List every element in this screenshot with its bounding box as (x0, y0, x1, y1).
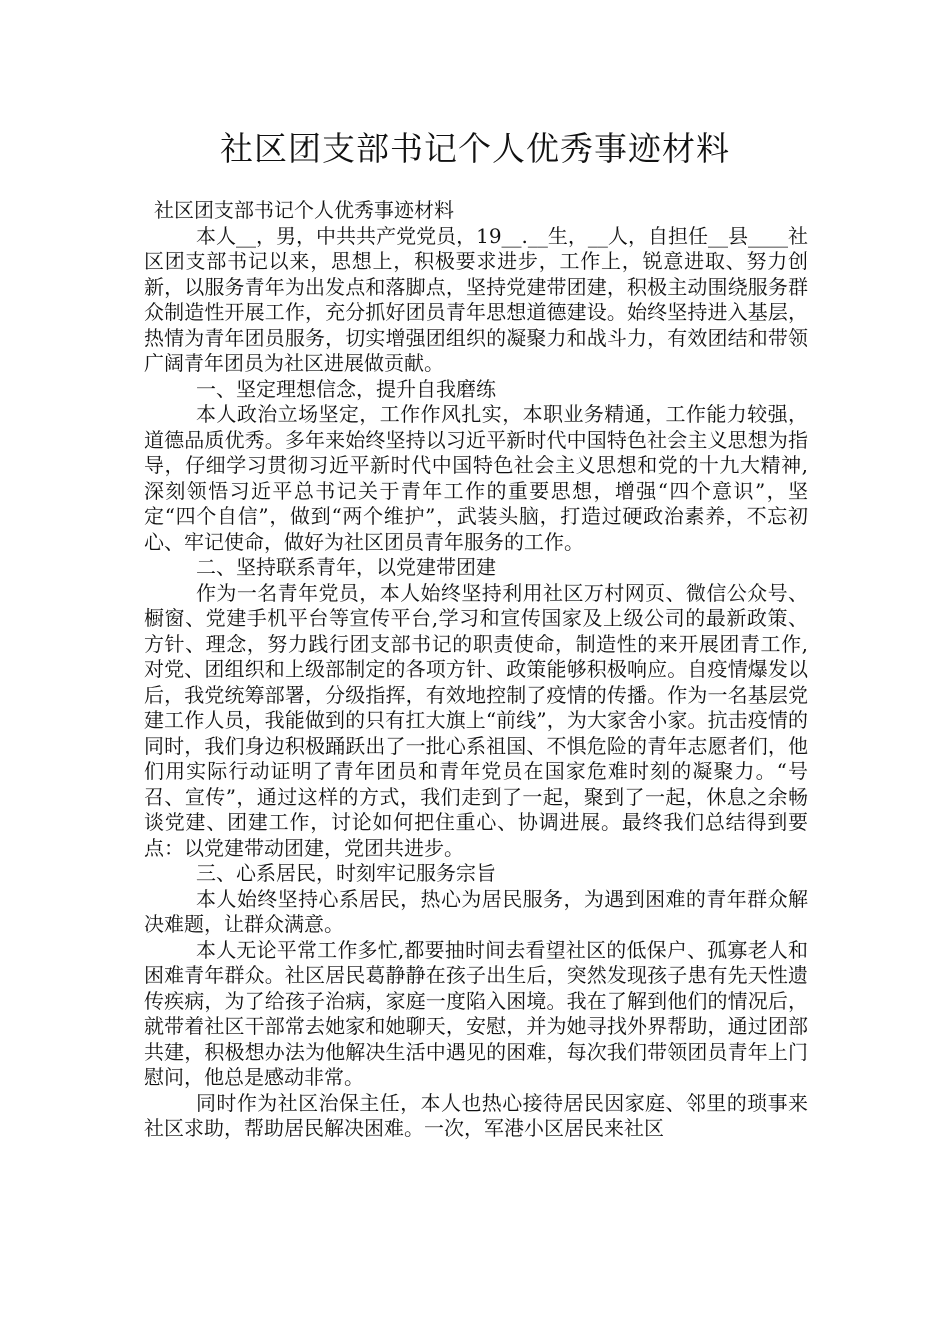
paragraph-section-3a: 本人始终坚持心系居民，热心为居民服务，为遇到困难的青年群众解决难题，让群众满意。 (144, 886, 808, 936)
section-heading-2: 二、坚持联系青年，以党建带团建 (196, 555, 496, 579)
document-body (144, 198, 808, 1142)
section-heading-3: 三、心系居民，时刻牢记服务宗旨 (196, 861, 496, 885)
paragraph-section-3c: 同时作为社区治保主任，本人也热心接待居民因家庭、邻里的琐事来社区求助，帮助居民解决困难。一次，军港小区居民来社区 (144, 1090, 808, 1140)
document-subtitle: 社区团支部书记个人优秀事迹材料 (154, 198, 454, 222)
paragraph-section-3b: 本人无论平常工作多忙,都要抽时间去看望社区的低保户、孤寡老人和困难青年群众。社区居民葛静静在孩子出生后，突然发现孩子患有先天性遗传疾病，为了给孩子治病，家庭一度陷入困境。我在了解到他们的情况后，就带着社区干部常去她家和她聊天，安慰，并为她寻找外界帮助，通过团部共建，积极想办法为他解决生活中遇见的困难，每次我们带领团员青年上门慰问，他总是感动非常。 (144, 937, 808, 1089)
paragraph-intro: 本人__，男，中共共产党党员，19__.__生，__人，自担任__县____社区团支部书记以来，思想上，积极要求进步，工作上，锐意进取、努力创新，以服务青年为出发点和落脚点，坚持党建带团建，积极主动围绕服务群众制造性开展工作，充分抓好团员青年思想道德建设。始终坚持进入基层，热情为青年团员服务，切实增强团组织的凝聚力和战斗力，有效团结和带领广阔青年团员为社区进展做贡献。 (144, 223, 808, 375)
document-title: 社区团支部书记个人优秀事迹材料 (220, 129, 730, 168)
paragraph-section-2: 作为一名青年党员，本人始终坚持利用社区万村网页、微信公众号、橱窗、党建手机平台等宣传平台,学习和宣传国家及上级公司的最新政策、方针、理念，努力践行团支部书记的职责使命，制造性的来开展团青工作,对党、团组织和上级部制定的各项方针、政策能够积极响应。自疫情爆发以后，我党统筹部署，分级指挥，有效地控制了疫情的传播。作为一名基层党建工作人员，我能做到的只有扛大旗上“前线”，为大家舍小家。抗击疫情的同时，我们身边积极踊跃出了一批心系祖国、不惧危险的青年志愿者们，他们用实际行动证明了青年团员和青年党员在国家危难时刻的凝聚力。“号召、宣传”，通过这样的方式，我们走到了一起，聚到了一起，休息之余畅谈党建、团建工作，讨论如何把住重心、协调进展。最终我们总结得到要点：以党建带动团建，党团共进步。 (144, 580, 808, 860)
paragraph-section-1: 本人政治立场坚定，工作作风扎实，本职业务精通，工作能力较强，道德品质优秀。多年来始终坚持以习近平新时代中国特色社会主义思想为指导，仔细学习贯彻习近平新时代中国特色社会主义思想和党的十九大精神,深刻领悟习近平总书记关于青年工作的重要思想，增强“四个意识”，坚定“四个自信”，做到“两个维护”，武装头脑，打造过硬政治素养，不忘初心、牢记使命，做好为社区团员青年服务的工作。 (144, 402, 808, 554)
section-heading-1: 一、坚定理想信念，提升自我磨练 (196, 376, 496, 401)
